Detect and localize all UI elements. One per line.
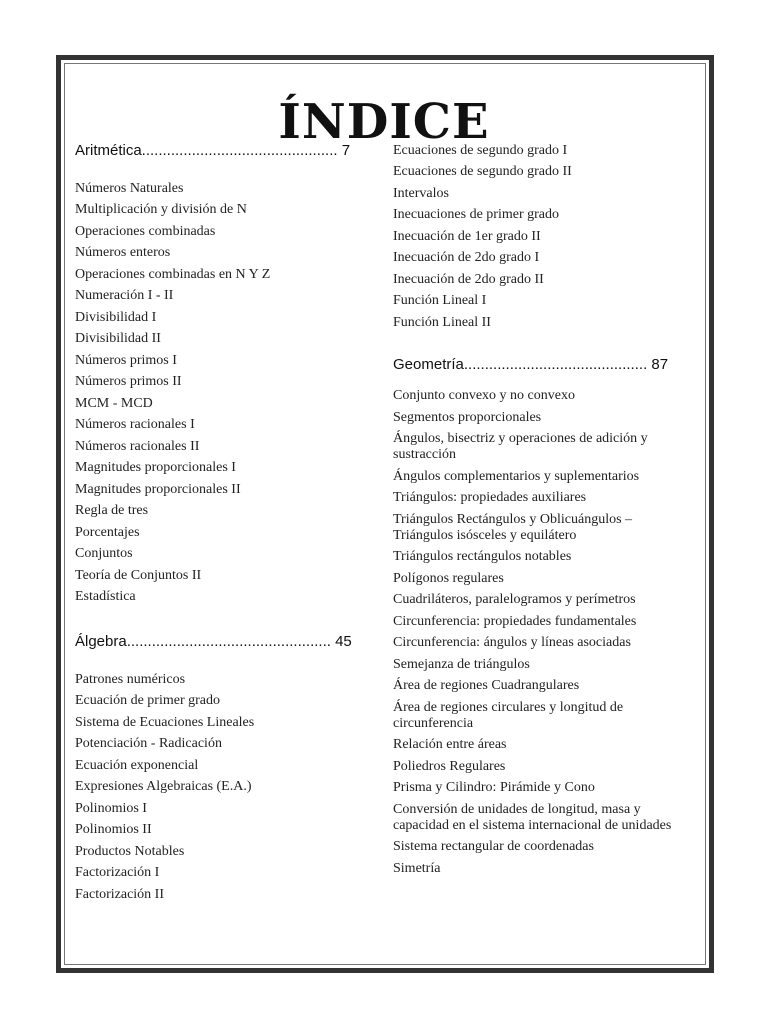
toc-entry[interactable]: Sistema de Ecuaciones Lineales (75, 714, 255, 730)
toc-entry[interactable]: Área de regiones circulares y longitud de circunferencia (393, 699, 624, 731)
toc-entry[interactable]: Polinomios II (75, 822, 152, 838)
toc-entry[interactable]: Operaciones combinadas (75, 223, 216, 239)
toc-entry[interactable]: Números racionales II (75, 438, 200, 454)
toc-entry[interactable]: Función Lineal II (393, 314, 491, 330)
toc-entry[interactable]: Magnitudes proporcionales II (75, 481, 241, 497)
toc-entry[interactable]: Operaciones combinadas en N Y Z (75, 266, 271, 282)
toc-entry[interactable]: Prisma y Cilindro: Pirámide y Cono (393, 780, 595, 796)
toc-entry[interactable]: Potenciación - Radicación (75, 736, 222, 752)
section-heading-geometria[interactable]: Geometría............................................ 87 (393, 355, 669, 373)
toc-entry[interactable]: Inecuación de 2do grado I (393, 250, 540, 266)
toc-entry[interactable]: Circunferencia: ángulos y líneas asociadas (393, 635, 631, 651)
toc-entry[interactable]: Segmentos proporcionales (393, 409, 542, 425)
toc-entry[interactable]: Expresiones Algebraicas (E.A.) (75, 779, 252, 795)
toc-entry[interactable]: Multiplicación y división de N (75, 202, 247, 218)
toc-entry[interactable]: Cuadriláteros, paralelogramos y perímetros (393, 592, 636, 608)
toc-entry[interactable]: Circunferencia: propiedades fundamentales (393, 613, 637, 629)
toc-entry[interactable]: Conjunto convexo y no convexo (393, 388, 575, 404)
toc-entry[interactable]: Magnitudes proporcionales I (75, 460, 236, 476)
toc-entry[interactable]: Poliedros Regulares (393, 758, 506, 774)
toc-entry[interactable]: Números Naturales (75, 180, 184, 196)
toc-entry[interactable]: Ecuación de primer grado (75, 693, 220, 709)
toc-entry[interactable]: Ecuaciones de segundo grado I (393, 142, 568, 158)
algebra-continued-list (393, 140, 693, 334)
toc-entry[interactable]: Ángulos, bisectriz y operaciones de adición y sustracción (393, 431, 648, 463)
toc-entry[interactable]: Área de regiones Cuadrangulares (393, 678, 580, 694)
toc-entry[interactable]: Polígonos regulares (393, 570, 504, 586)
toc-entry[interactable]: Relación entre áreas (393, 737, 507, 753)
toc-entry[interactable]: Numeración I - II (75, 288, 174, 304)
toc-entry[interactable]: Triángulos Rectángulos y Oblicuángulos – Triángulos isósceles y equilátero (393, 511, 633, 543)
toc-entry[interactable]: Teoría de Conjuntos II (75, 567, 202, 583)
toc-entry[interactable]: Inecuación de 1er grado II (393, 228, 541, 244)
toc-entry[interactable]: Ecuación exponencial (75, 757, 199, 773)
left-column (75, 140, 375, 906)
toc-entry[interactable]: Divisibilidad I (75, 309, 157, 325)
toc-entry[interactable]: Factorización I (75, 865, 160, 881)
toc-entry[interactable]: Estadística (75, 589, 136, 605)
toc-entry[interactable]: Patrones numéricos (75, 671, 186, 687)
toc-entry[interactable]: Simetría (393, 860, 441, 876)
toc-entry[interactable]: Productos Notables (75, 843, 185, 859)
page-title: ÍNDICE (278, 94, 490, 151)
toc-entry[interactable]: Sistema rectangular de coordenadas (393, 839, 594, 855)
section-heading-algebra[interactable]: Álgebra................................................. 45 (75, 633, 352, 650)
toc-entry[interactable]: Números primos II (75, 374, 182, 390)
toc-entry[interactable]: MCM - MCD (75, 395, 153, 411)
toc-entry[interactable]: Porcentajes (75, 524, 140, 540)
toc-entry[interactable]: Semejanza de triángulos (393, 656, 530, 672)
toc-entry[interactable]: Números enteros (75, 245, 171, 261)
algebra-list (75, 669, 375, 906)
toc-entry[interactable]: Polinomios I (75, 800, 147, 816)
toc-entry[interactable]: Inecuación de 2do grado II (393, 271, 544, 287)
geometria-list (393, 386, 693, 880)
toc-entry[interactable]: Inecuaciones de primer grado (393, 207, 559, 223)
toc-entry[interactable]: Conjuntos (75, 546, 133, 562)
aritmetica-list (75, 178, 375, 608)
section-heading-aritmetica[interactable]: Aritmética............................................... 7 (75, 142, 351, 159)
toc-entry[interactable]: Conversión de unidades de longitud, masa y capacidad en el sistema internacional de unidades (393, 801, 672, 833)
toc-entry[interactable]: Regla de tres (75, 503, 149, 519)
toc-entry[interactable]: Triángulos: propiedades auxiliares (393, 490, 587, 506)
toc-entry[interactable]: Números primos I (75, 352, 177, 368)
toc-entry[interactable]: Números racionales I (75, 417, 195, 433)
right-column (393, 140, 693, 880)
toc-entry[interactable]: Ecuaciones de segundo grado II (393, 164, 572, 180)
toc-entry[interactable]: Ángulos complementarios y suplementarios (393, 468, 640, 484)
toc-entry[interactable]: Divisibilidad II (75, 331, 161, 347)
toc-entry[interactable]: Factorización II (75, 886, 165, 902)
toc-entry[interactable]: Intervalos (393, 185, 449, 201)
toc-entry[interactable]: Triángulos rectángulos notables (393, 549, 572, 565)
toc-entry[interactable]: Función Lineal I (393, 293, 487, 309)
